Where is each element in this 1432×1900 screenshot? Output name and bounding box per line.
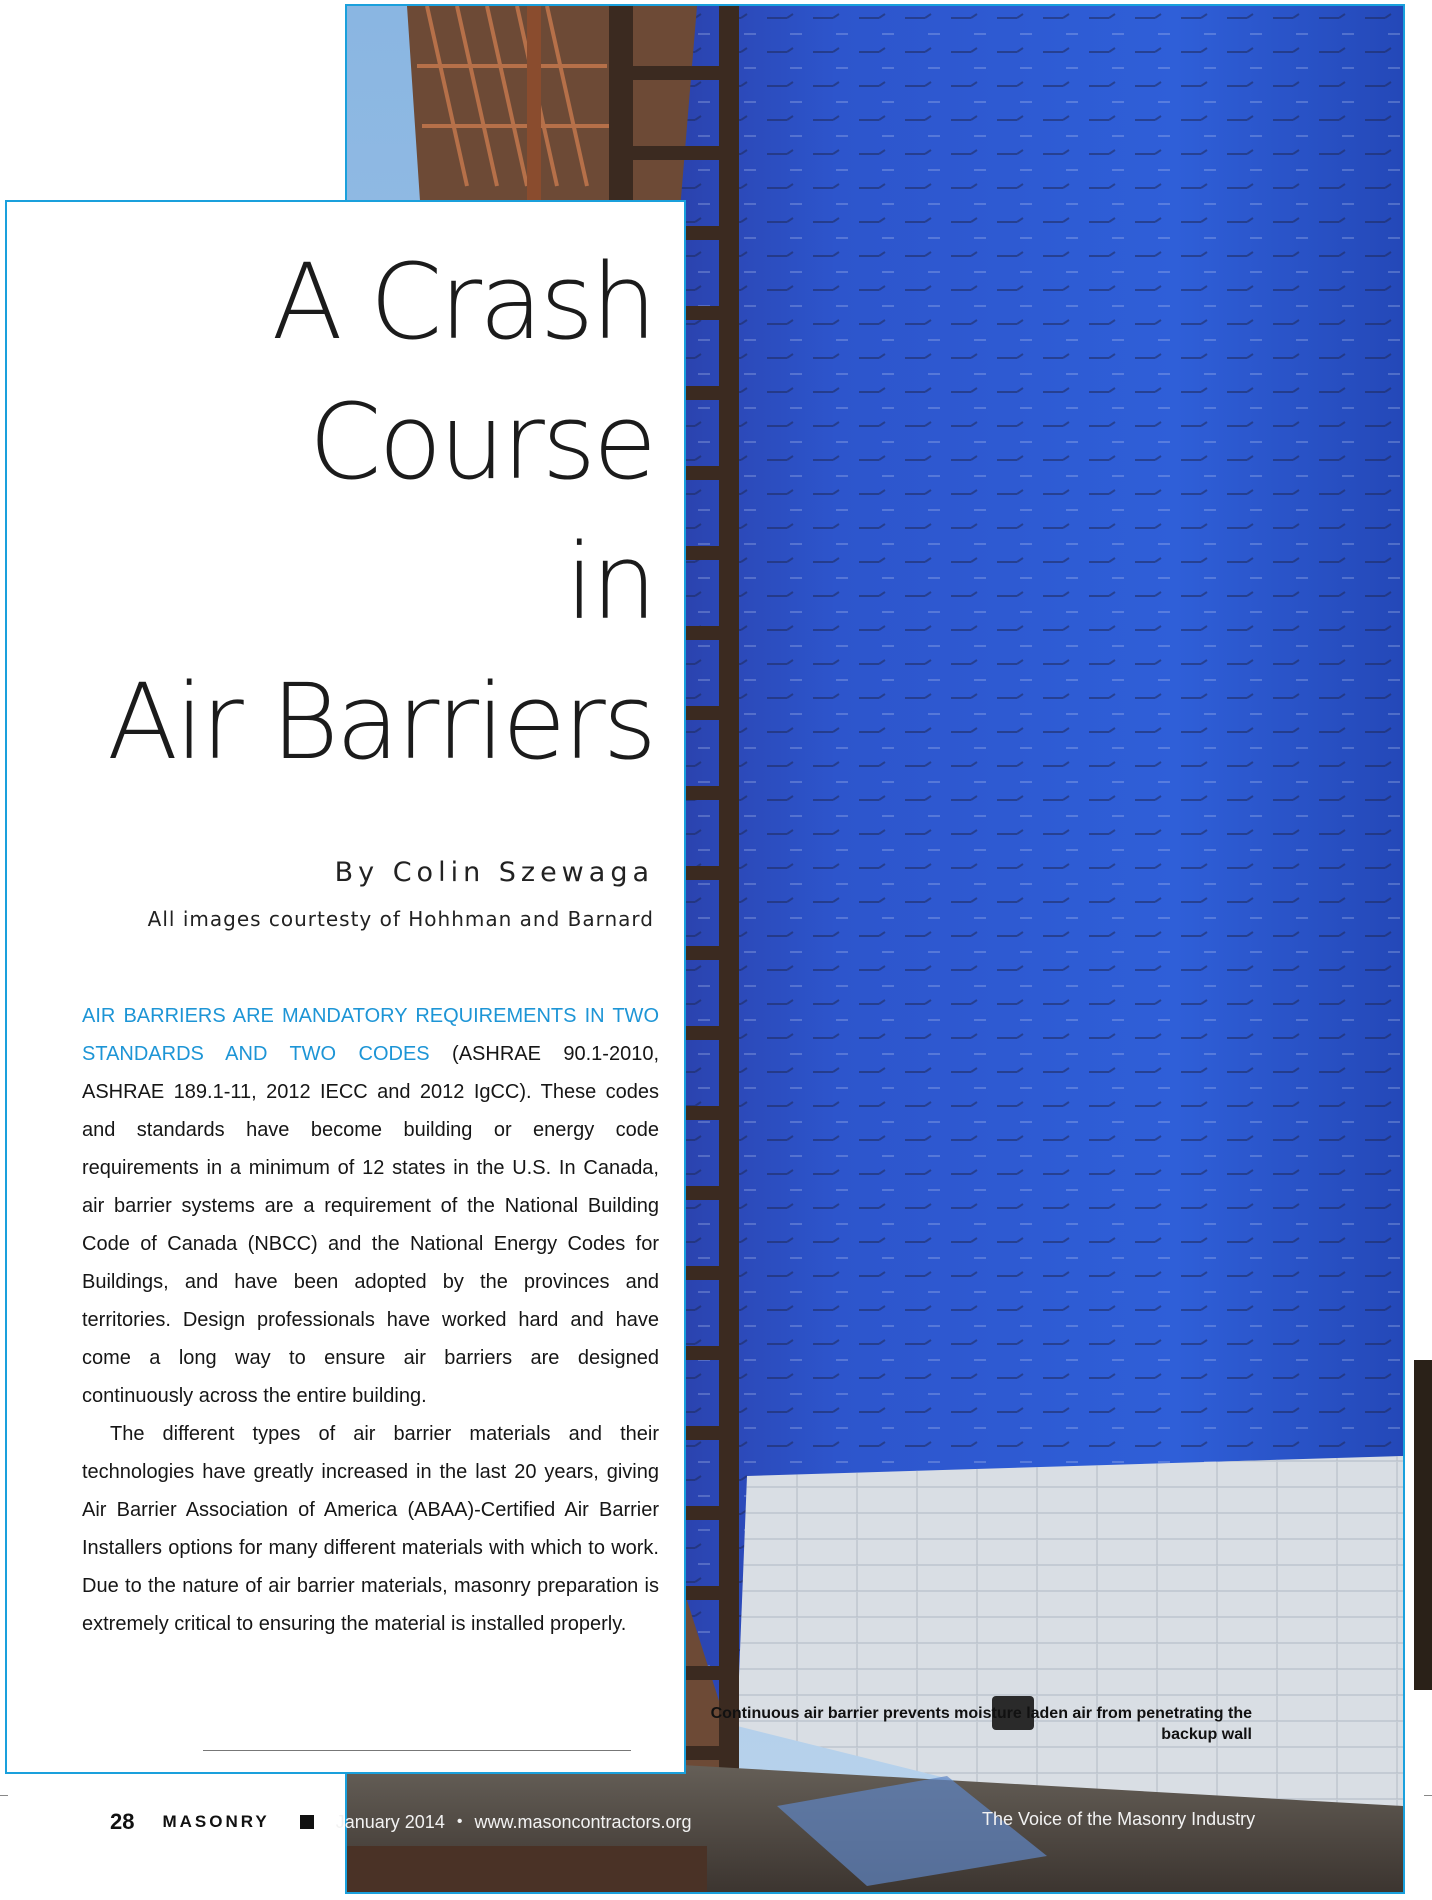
photo-caption: Continuous air barrier prevents moisture laden air from penetrating the backup wall (710, 1705, 1252, 1743)
title-line: in (565, 521, 654, 643)
website-url[interactable]: www.masoncontractors.org (474, 1811, 692, 1832)
caption-rule (203, 1750, 631, 1751)
page-footer (110, 1807, 692, 1837)
byline: By Colin Szewaga (334, 857, 654, 888)
title-line: Course (308, 381, 654, 503)
article-title (107, 232, 654, 792)
bullet-separator: • (456, 1813, 463, 1830)
magazine-name: MASONRY (162, 1812, 270, 1831)
issue-date: January 2014 (335, 1811, 445, 1832)
title-line: Air Barriers (106, 661, 654, 783)
article-panel (5, 200, 686, 1774)
crop-mark (0, 1795, 8, 1796)
square-separator-icon (300, 1815, 314, 1829)
footer-tagline: The Voice of the Masonry Industry (982, 1809, 1256, 1829)
title-line: A Crash (271, 241, 654, 363)
paragraph-1-text: (ASHRAE 90.1-2010, ASHRAE 189.1-11, 2012 IECC and 2012 IgCC). These codes and standards have become building or energy code requirements in a minimum of 12 states in the U.S. In Canada, air barrier systems are a requirement of the National Building Code of Canada (NBCC) and the National Energy Codes for Buildings, and have been adopted by the provinces and territories. Design professionals have worked hard and have come a long way to ensure air barriers are designed continuously across the entire building. (82, 1043, 660, 1407)
article-body (82, 997, 659, 1643)
image-credit: All images courtesty of Hohhman and Barnard (147, 907, 654, 931)
adjacent-photo-edge (1414, 1360, 1432, 1690)
page-number: 28 (110, 1809, 135, 1834)
crop-mark (1424, 1795, 1432, 1796)
paragraph-2: The different types of air barrier materials and their technologies have greatly increased in the last 20 years, giving Air Barrier Association of America (ABAA)-Certified Air Barrier Installers options for many different materials with which to work. Due to the nature of air barrier materials, masonry preparation is extremely critical to ensuring the material is installed properly. (82, 1423, 659, 1635)
paragraph-1 (82, 997, 659, 1415)
lead-in: AIR BARRIERS ARE MANDATORY REQUIREMENTS IN TWO STANDARDS AND TWO CODES (82, 1005, 659, 1065)
